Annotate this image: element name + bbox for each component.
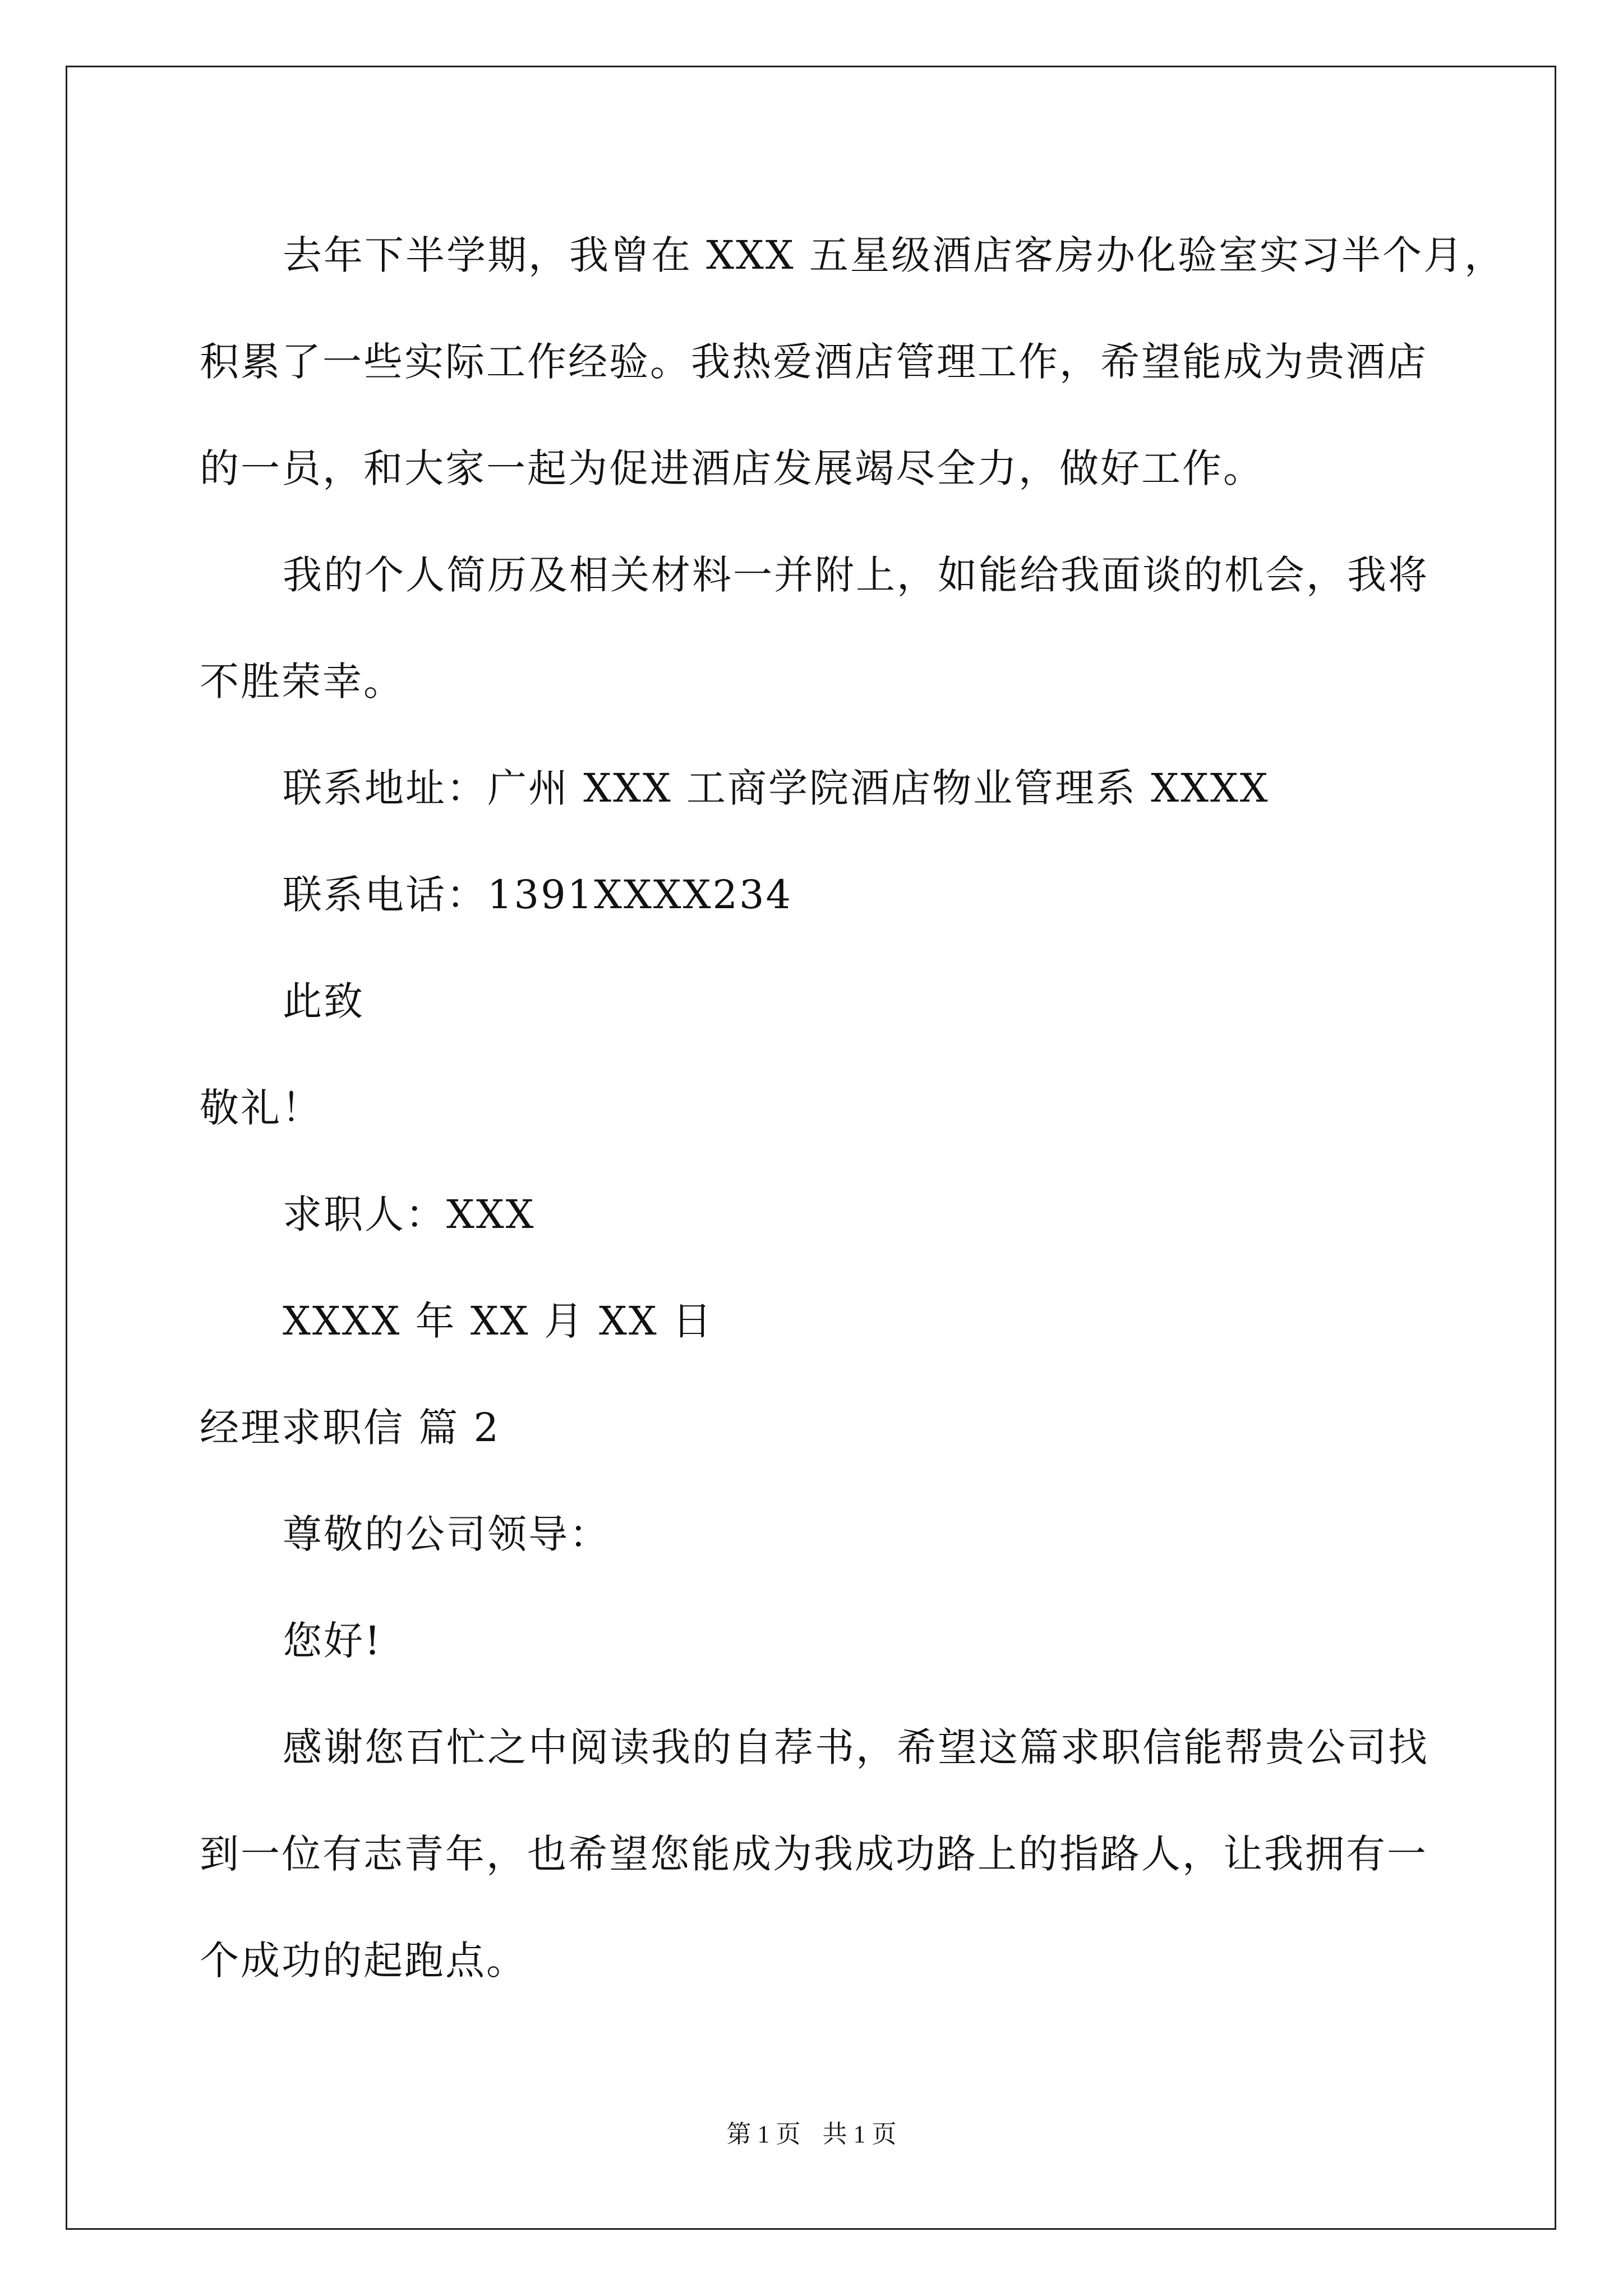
paragraph-line: 到一位有志青年，也希望您能成为我成功路上的指路人，让我拥有一 [200, 1831, 1428, 1877]
applicant-name: 求职人：XXX [283, 1191, 536, 1237]
paragraph-line: 的一员，和大家一起为促进酒店发展竭尽全力，做好工作。 [200, 445, 1264, 491]
closing-regards: 敬礼！ [200, 1085, 322, 1131]
contact-address: 联系地址：广州 XXX 工商学院酒店物业管理系 XXXX [283, 765, 1270, 811]
paragraph-line: 个成功的起跑点。 [200, 1938, 527, 1984]
page-footer [0, 2118, 1623, 2151]
page-total: 共 1 页 [822, 2120, 897, 2148]
paragraph-line: 不胜荣幸。 [200, 659, 404, 705]
paragraph-line: 积累了一些实际工作经验。我热爱酒店管理工作，希望能成为贵酒店 [200, 339, 1428, 385]
greeting: 尊敬的公司领导： [283, 1511, 610, 1557]
paragraph-line: 我的个人简历及相关材料一并附上，如能给我面谈的机会，我将 [283, 552, 1429, 598]
closing-salutation: 此致 [283, 978, 365, 1024]
paragraph-line: 去年下半学期，我曾在 XXX 五星级酒店客房办化验室实习半个月， [283, 232, 1506, 278]
page-number: 第 1 页 [726, 2120, 801, 2148]
document-body [200, 202, 1506, 2014]
contact-phone: 联系电话：1391XXXX234 [283, 872, 793, 918]
letter-date: XXXX 年 XX 月 XX 日 [283, 1298, 713, 1344]
paragraph-line: 感谢您百忙之中阅读我的自荐书，希望这篇求职信能帮贵公司找 [283, 1724, 1429, 1770]
greeting-hello: 您好! [283, 1618, 382, 1664]
section-heading: 经理求职信 篇 2 [200, 1405, 501, 1451]
